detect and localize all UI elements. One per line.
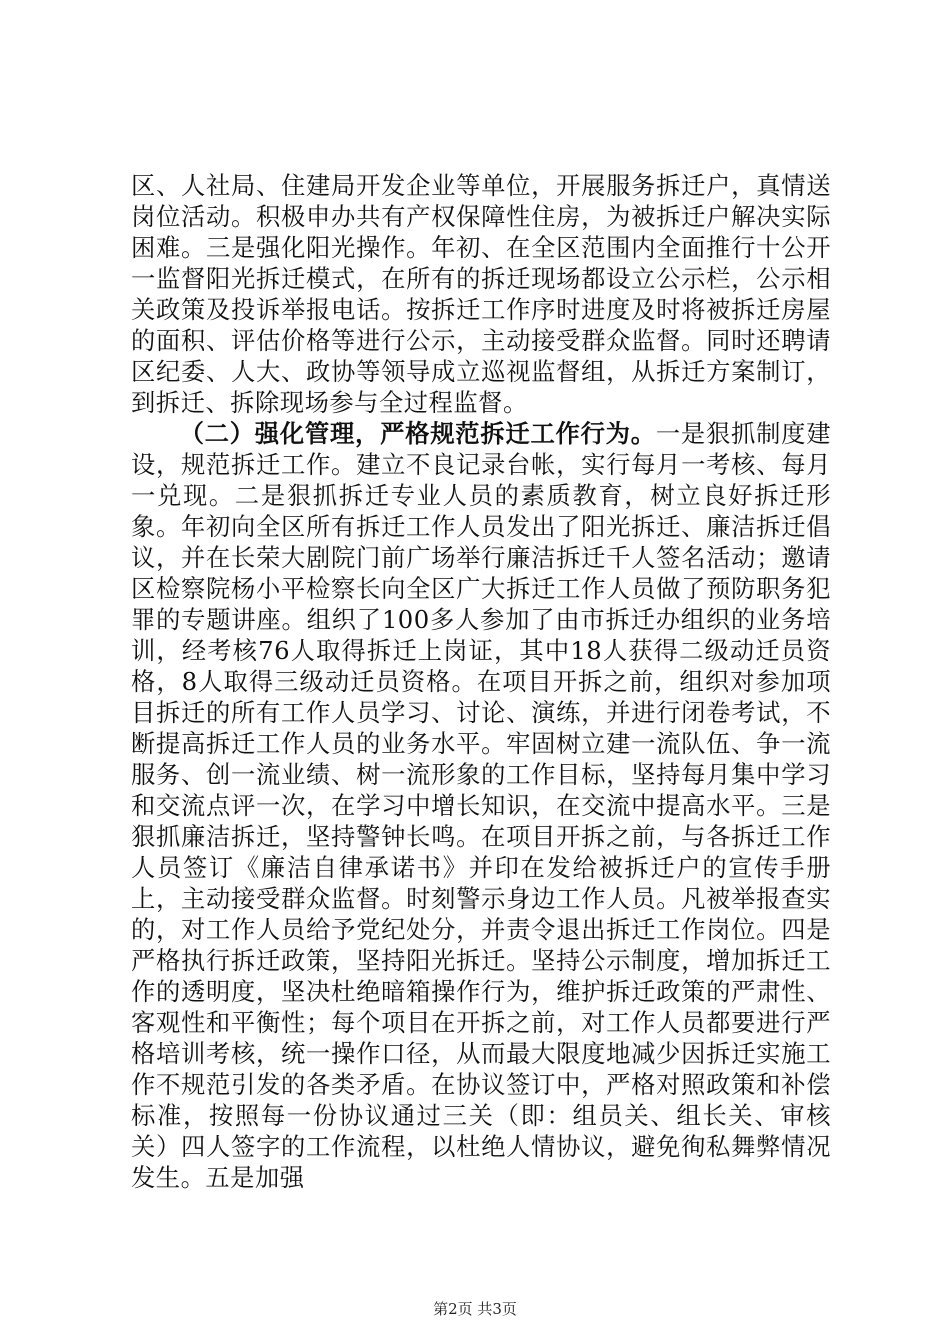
paragraph-continuation: 区、人社局、住建局开发企业等单位，开展服务拆迁户，真情送岗位活动。积极申办共有产权保障性住房，为被拆迁户解决实际困难。三是强化阳光操作。年初、在全区范围内全面推行十公开一监督阳光拆迁模式，在所有的拆迁现场都设立公示栏，公示相关政策及投诉举报电话。按拆迁工作序时进度及时将被拆迁房屋的面积、评估价格等进行公示，主动接受群众监督。同时还聘请区纪委、人大、政协等领导成立巡视监督组，从拆迁方案制订，到拆迁、拆除现场参与全过程监督。 (131, 171, 831, 417)
document-body (131, 170, 831, 1193)
page-number-footer: 第2页 共3页 (433, 1300, 517, 1318)
section-body-text: 一是狠抓制度建设，规范拆迁工作。建立不良记录台帐，实行每月一考核、每月一兑现。二是狠抓拆迁专业人员的素质教育，树立良好拆迁形象。年初向全区所有拆迁工作人员发出了阳光拆迁、廉洁拆迁倡议，并在长荣大剧院门前广场举行廉洁拆迁千人签名活动；邀请区检察院杨小平检察长向全区广大拆迁工作人员做了预防职务犯罪的专题讲座。组织了100多人参加了由市拆迁办组织的业务培训，经考核76人取得拆迁上岗证，其中18人获得二级动迁员资格，8人取得三级动迁员资格。在项目开拆之前，组织对参加项目拆迁的所有工作人员学习、讨论、演练，并进行闭卷考试，不断提高拆迁工作人员的业务水平。牢固树立建一流队伍、争一流服务、创一流业绩、树一流形象的工作目标，坚持每月集中学习和交流点评一次，在学习中增长知识，在交流中提高水平。三是狠抓廉洁拆迁，坚持警钟长鸣。在项目开拆之前，与各拆迁工作人员签订《廉洁自律承诺书》并印在发给被拆迁户的宣传手册上，主动接受群众监督。时刻警示身边工作人员。凡被举报查实的，对工作人员给予党纪处分，并责令退出拆迁工作岗位。四是严格执行拆迁政策，坚持阳光拆迁。坚持公示制度，增加拆迁工作的透明度，坚决杜绝暗箱操作行为，维护拆迁政策的严肃性、客观性和平衡性；每个项目在开拆之前，对工作人员都要进行严格培训考核，统一操作口径，从而最大限度地减少因拆迁实施工作不规范引发的各类矛盾。在协议签订中，严格对照政策和补偿标准，按照每一份协议通过三关（即：组员关、组长关、审核关）四人签字的工作流程，以杜绝人情协议，避免徇私舞弊情况发生。五是加强 (131, 419, 832, 1192)
paragraph-section-two (131, 418, 831, 1193)
section-heading: （二）强化管理，严格规范拆迁工作行为。 (179, 419, 656, 448)
